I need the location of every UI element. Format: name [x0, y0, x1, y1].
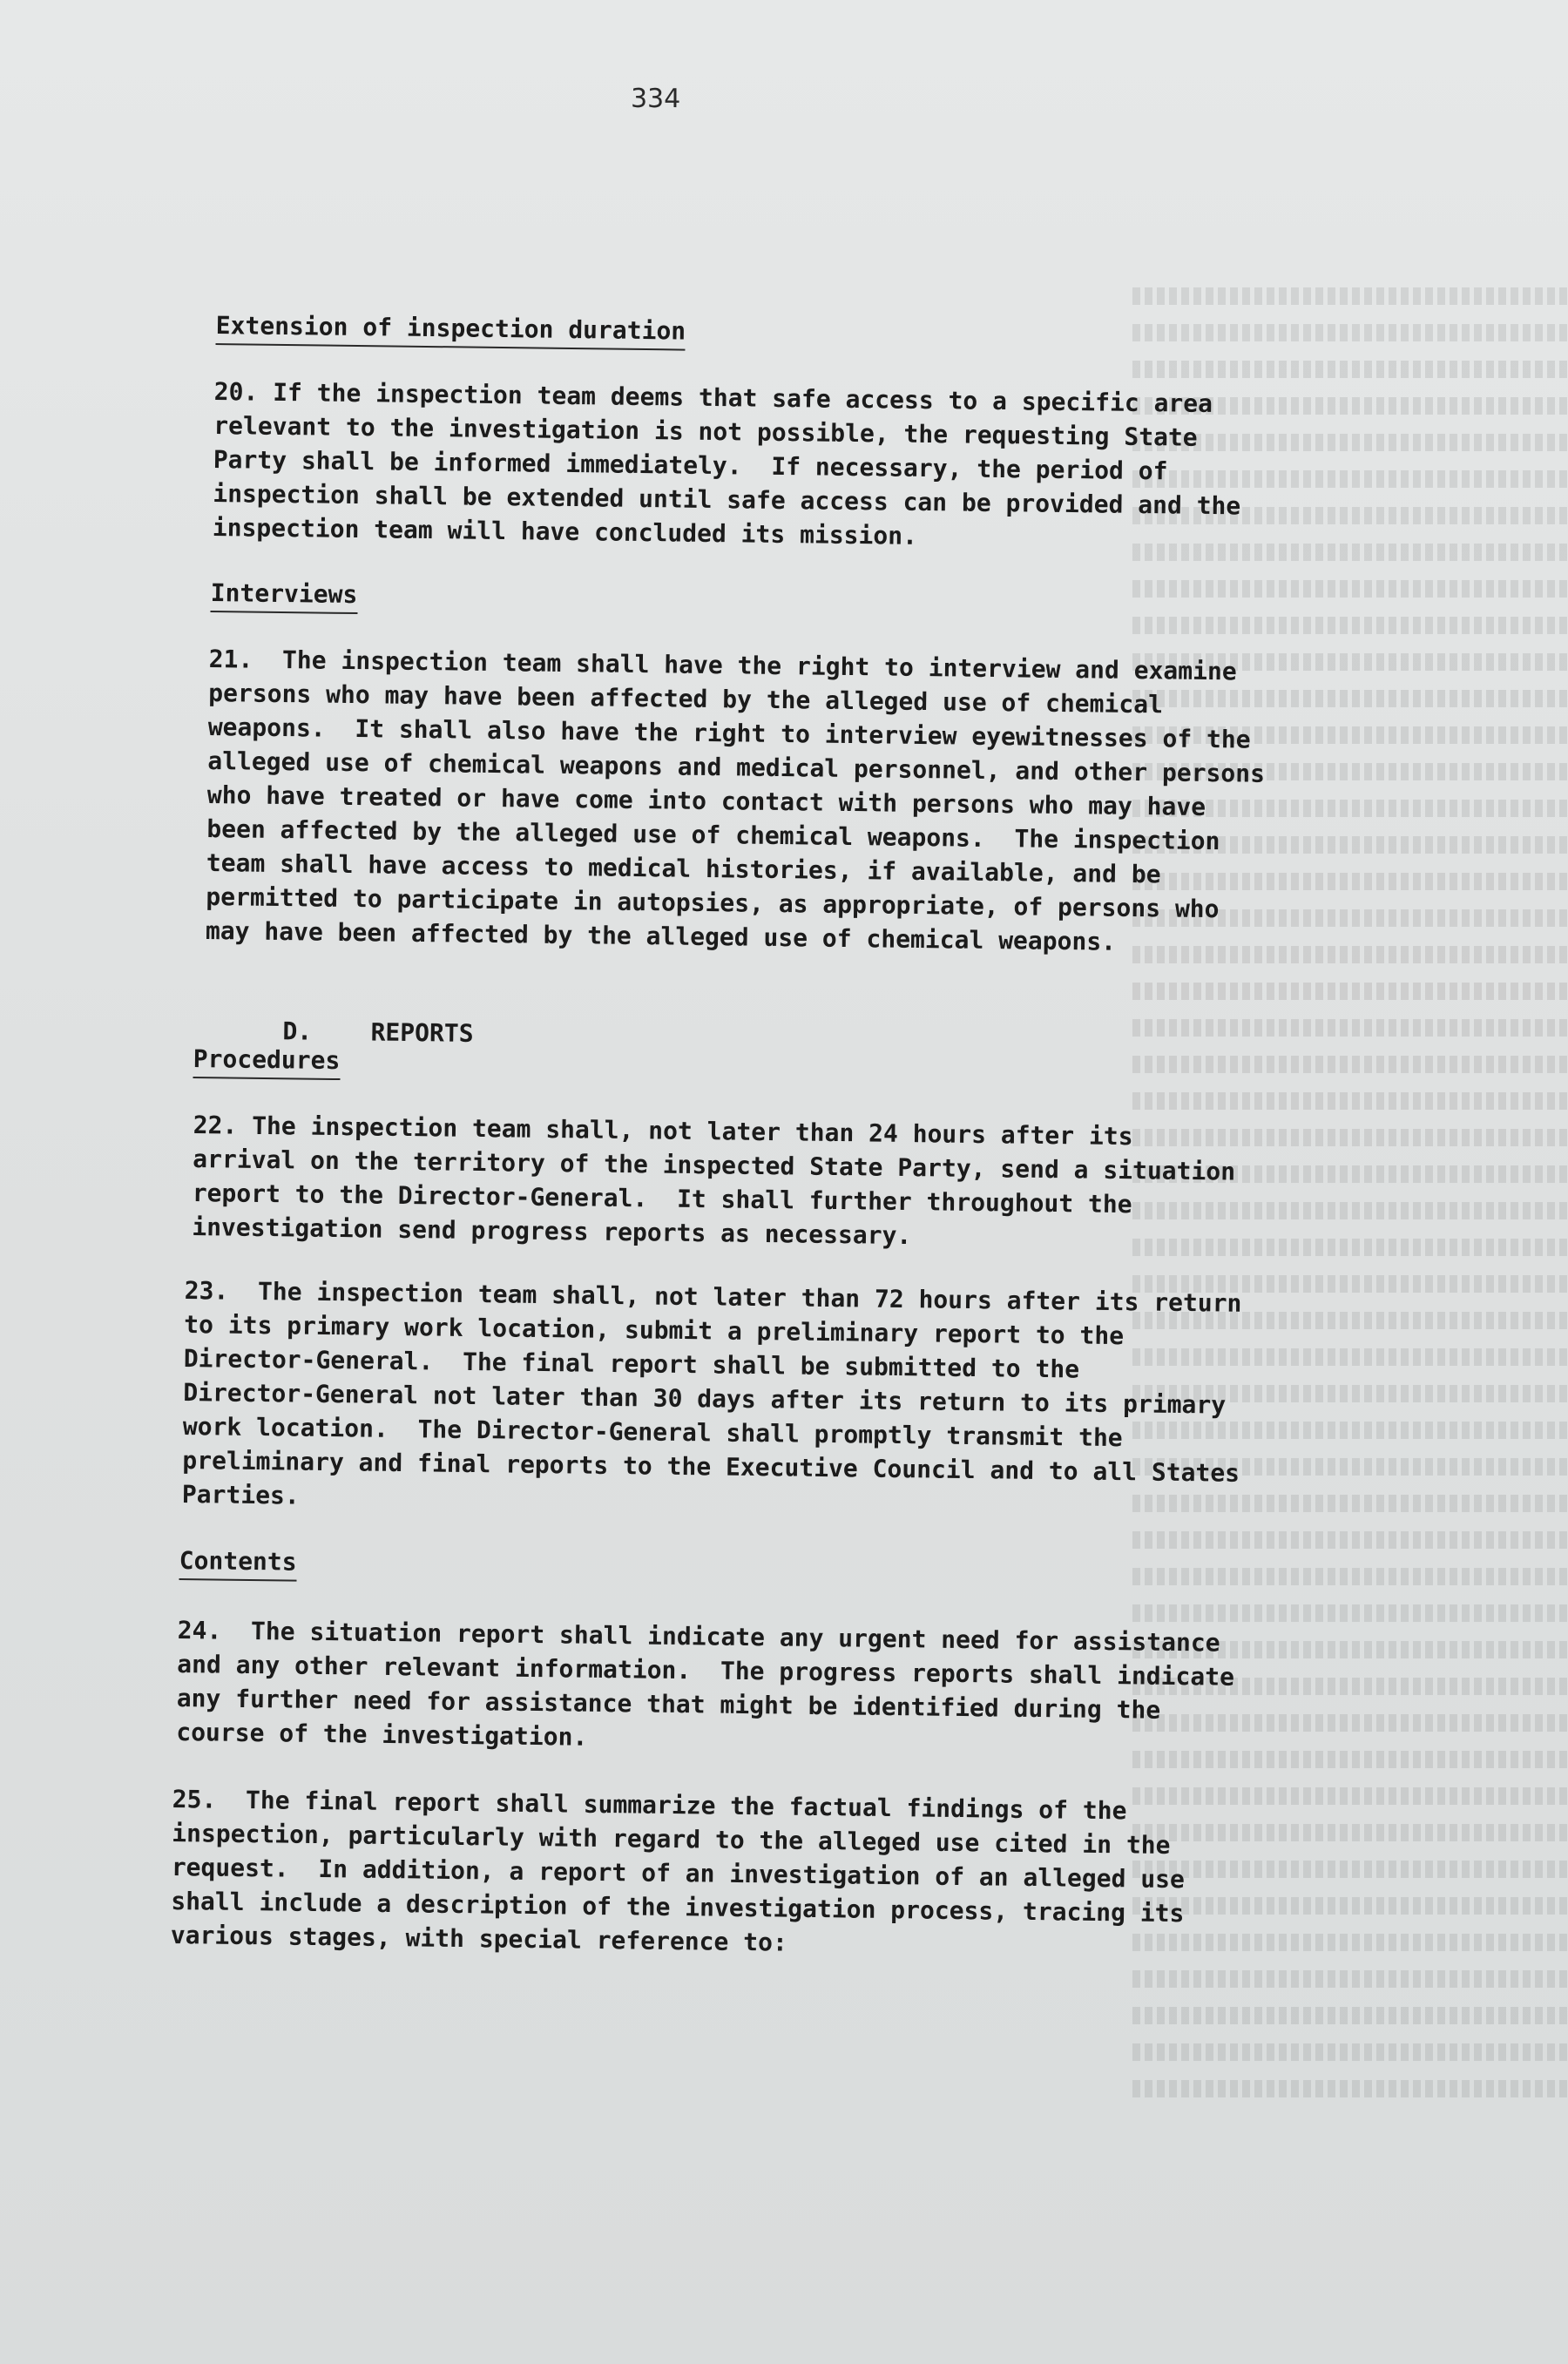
page-number: 334 — [630, 83, 681, 115]
paragraph-20 — [213, 375, 1469, 560]
text-line: 24. The situation report shall indicate any urgent need for assistance — [177, 1615, 1220, 1658]
paragraph-22 — [192, 1108, 1448, 1260]
section-heading: Interviews — [210, 576, 357, 614]
text-line: work location. The Director-General shall promptly transmit the — [182, 1411, 1123, 1453]
text-line: 22. The inspection team shall, not later than 24 hours after its — [193, 1110, 1133, 1152]
text-line: inspection shall be extended until safe access can be provided and the — [213, 478, 1241, 521]
text-line: arrival on the territory of the inspected State Party, send a situation — [193, 1144, 1236, 1186]
text-line: Director-General not later than 30 days after its return to its primary — [183, 1377, 1227, 1420]
section-contents — [179, 1543, 1433, 1596]
text-line: Director-General. The final report shall be submitted to the — [183, 1343, 1080, 1384]
section-heading: D. REPORTS — [282, 1017, 474, 1048]
text-line: persons who may have been affected by the alleged use of chemical — [208, 678, 1164, 719]
text-line: course of the investigation. — [176, 1717, 588, 1752]
text-line: 21. The inspection team shall have the right to interview and examine — [208, 644, 1237, 686]
text-line: inspection, particularly with regard to the alleged use cited in the — [172, 1818, 1171, 1860]
text-line: 25. The final report shall summarize the factual findings of the — [172, 1784, 1127, 1826]
text-line: inspection team will have concluded its mission. — [212, 512, 918, 550]
section-heading: Procedures — [193, 1042, 340, 1080]
text-line: shall include a description of the investigation process, tracing its — [171, 1886, 1185, 1928]
text-line: weapons. It shall also have the right to interview eyewitnesses of the — [207, 712, 1251, 754]
section-heading: Contents — [179, 1543, 296, 1582]
section-interviews — [210, 576, 1464, 628]
text-line: may have been affected by the alleged use of chemical weapons. — [205, 915, 1117, 956]
text-line: to its primary work location, submit a preliminary report to the — [184, 1309, 1125, 1351]
text-line: request. In addition, a report of an investigation of an alleged use — [171, 1852, 1186, 1895]
section-extension — [215, 308, 1470, 361]
text-line: permitted to participate in autopsies, as appropriate, of persons who — [206, 881, 1220, 924]
text-line: 23. The inspection team shall, not later than 72 hours after its return — [184, 1275, 1242, 1318]
text-line: who have treated or have come into contact with persons who may have — [206, 780, 1206, 821]
paragraph-21 — [206, 642, 1463, 963]
text-line: report to the Director-General. It shall further throughout the — [192, 1178, 1132, 1219]
text-line: team shall have access to medical histories, if available, and be — [206, 848, 1161, 889]
text-line: alleged use of chemical weapons and medical personnel, and other persons — [207, 746, 1266, 788]
text-line: Parties. — [181, 1479, 300, 1510]
text-line: been affected by the alleged use of chemical weapons. The inspection — [206, 814, 1220, 856]
text-line: any further need for assistance that might be identified during the — [176, 1683, 1161, 1725]
section-heading: Extension of inspection duration — [215, 308, 686, 351]
paragraph-25 — [171, 1782, 1427, 1968]
paragraph-23 — [182, 1273, 1439, 1527]
paragraph-24 — [176, 1613, 1432, 1765]
text-line: relevant to the investigation is not possible, the requesting State — [213, 410, 1198, 452]
text-line: 20. If the inspection team deems that safe access to a specific area — [213, 376, 1213, 419]
text-line: investigation send progress reports as necessary. — [192, 1212, 912, 1251]
text-line: preliminary and final reports to the Executive Council and to all States — [182, 1445, 1240, 1488]
text-line: and any other relevant information. The progress reports shall indicate — [177, 1649, 1235, 1692]
text-line: Party shall be informed immediately. If necessary, the period of — [213, 444, 1168, 486]
text-line: various stages, with special reference to: — [170, 1920, 788, 1957]
